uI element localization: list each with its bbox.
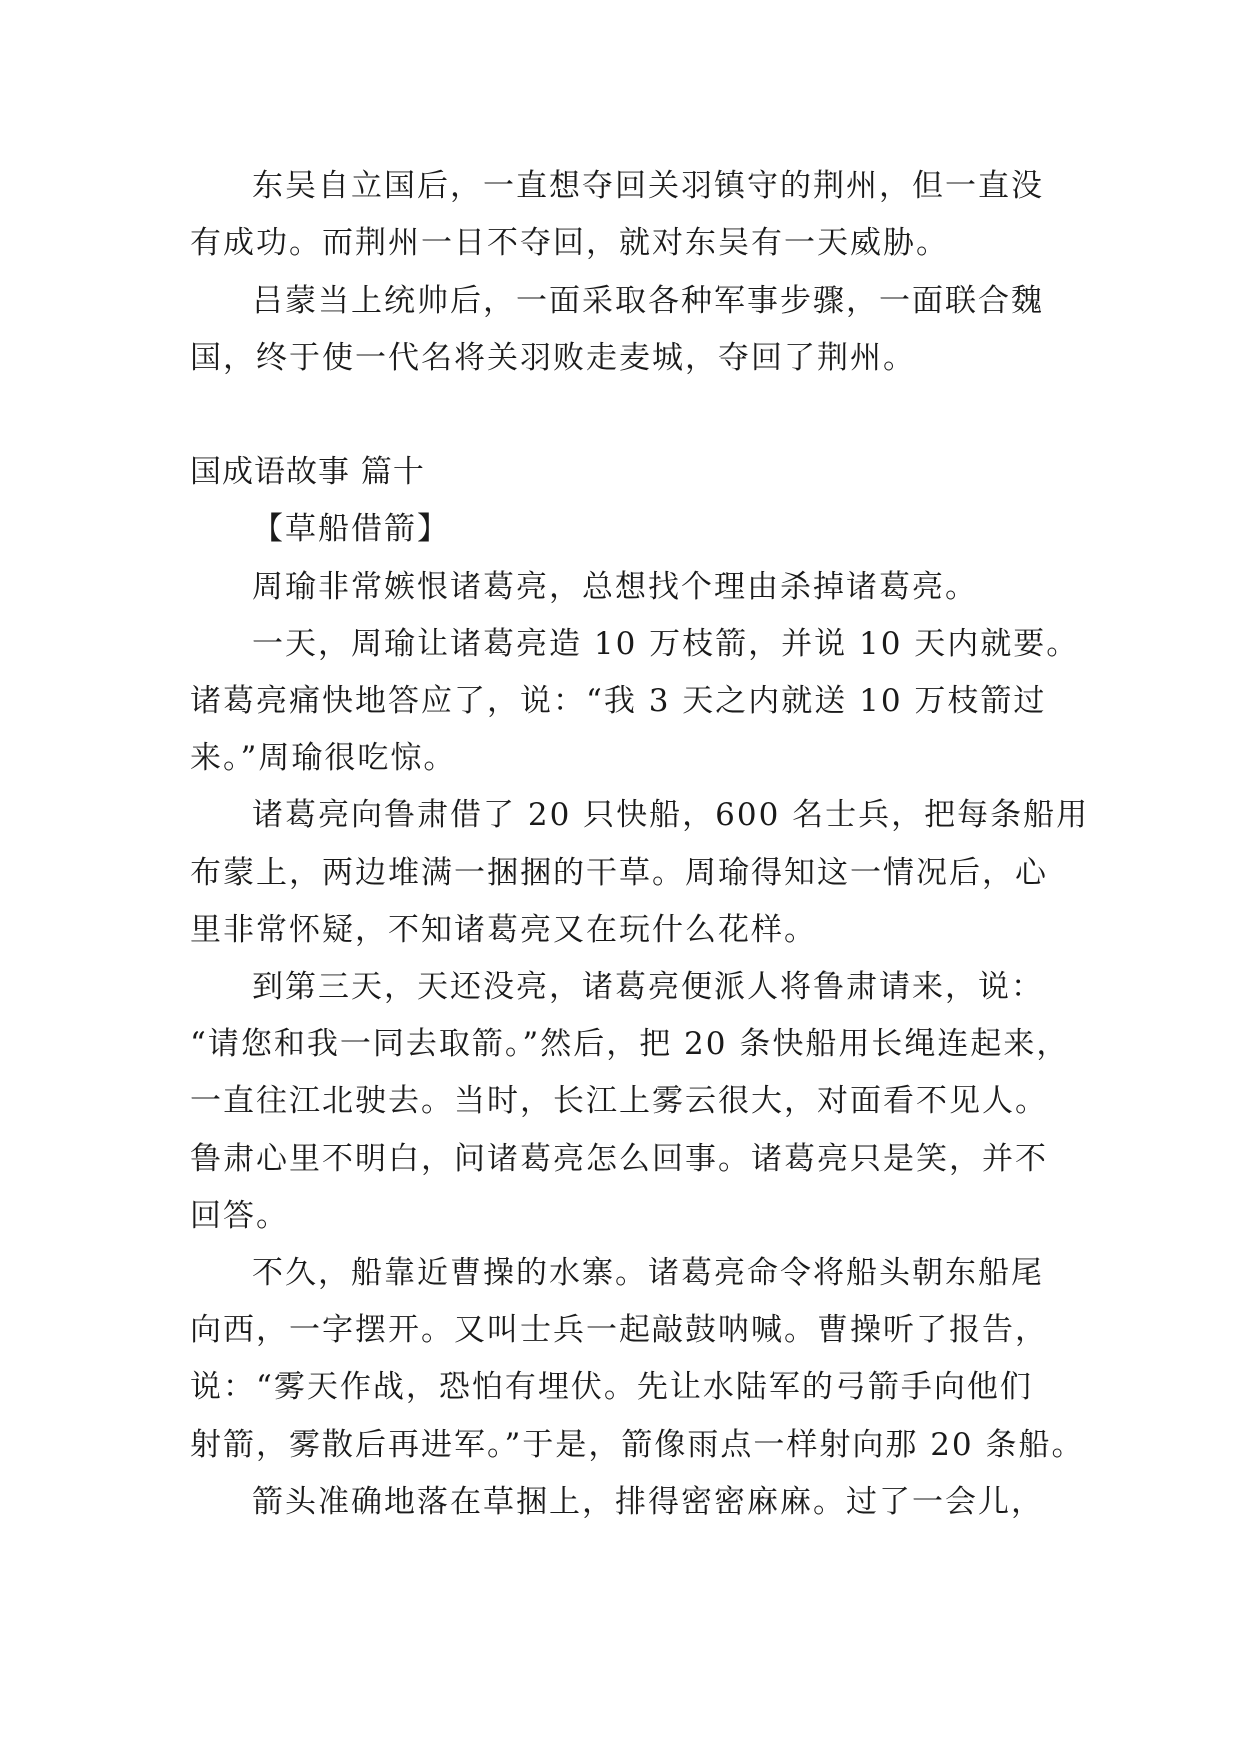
paragraph-7-line-2: 向西，一字摆开。又叫士兵一起敲鼓呐喊。曹操听了报告， xyxy=(190,1312,1048,1348)
story-title: 【草船借箭】 xyxy=(252,511,450,547)
paragraph-7-line-1: 不久，船靠近曹操的水寨。诸葛亮命令将船头朝东船尾 xyxy=(252,1255,1044,1291)
paragraph-4-line-2: 诸葛亮痛快地答应了，说：“我 3 天之内就送 10 万枝箭过 xyxy=(190,683,1047,719)
paragraph-6-line-1: 到第三天，天还没亮，诸葛亮便派人将鲁肃请来，说： xyxy=(252,969,1044,1005)
paragraph-6-line-5: 回答。 xyxy=(190,1198,289,1234)
paragraph-5-line-3: 里非常怀疑，不知诸葛亮又在玩什么花样。 xyxy=(190,912,817,948)
paragraph-6-line-2: “请您和我一同去取箭。”然后，把 20 条快船用长绳连起来， xyxy=(190,1026,1070,1062)
paragraph-4-line-3: 来。”周瑜很吃惊。 xyxy=(190,740,457,776)
paragraph-3-line-1: 周瑜非常嫉恨诸葛亮，总想找个理由杀掉诸葛亮。 xyxy=(252,569,978,605)
section-heading: 国成语故事 篇十 xyxy=(190,454,425,490)
paragraph-2-line-1: 吕蒙当上统帅后，一面采取各种军事步骤，一面联合魏 xyxy=(252,283,1044,319)
paragraph-8-line-1: 箭头准确地落在草捆上，排得密密麻麻。过了一会儿， xyxy=(252,1484,1044,1520)
paragraph-1-line-2: 有成功。而荆州一日不夺回，就对东吴有一天威胁。 xyxy=(190,225,949,261)
paragraph-2-line-2: 国，终于使一代名将关羽败走麦城，夺回了荆州。 xyxy=(190,340,916,376)
paragraph-5-line-2: 布蒙上，两边堆满一捆捆的干草。周瑜得知这一情况后，心 xyxy=(190,855,1048,891)
paragraph-5-line-1: 诸葛亮向鲁肃借了 20 只快船，600 名士兵，把每条船用 xyxy=(252,797,1090,833)
paragraph-4-line-1: 一天，周瑜让诸葛亮造 10 万枝箭，并说 10 天内就要。 xyxy=(252,626,1080,662)
paragraph-1-line-1: 东吴自立国后，一直想夺回关羽镇守的荆州，但一直没 xyxy=(252,168,1044,204)
paragraph-6-line-4: 鲁肃心里不明白，问诸葛亮怎么回事。诸葛亮只是笑，并不 xyxy=(190,1141,1048,1177)
paragraph-7-line-4: 射箭，雾散后再进军。”于是，箭像雨点一样射向那 20 条船。 xyxy=(190,1427,1085,1463)
paragraph-6-line-3: 一直往江北驶去。当时，长江上雾云很大，对面看不见人。 xyxy=(190,1083,1048,1119)
paragraph-7-line-3: 说：“雾天作战，恐怕有埋伏。先让水陆军的弓箭手向他们 xyxy=(190,1369,1033,1405)
